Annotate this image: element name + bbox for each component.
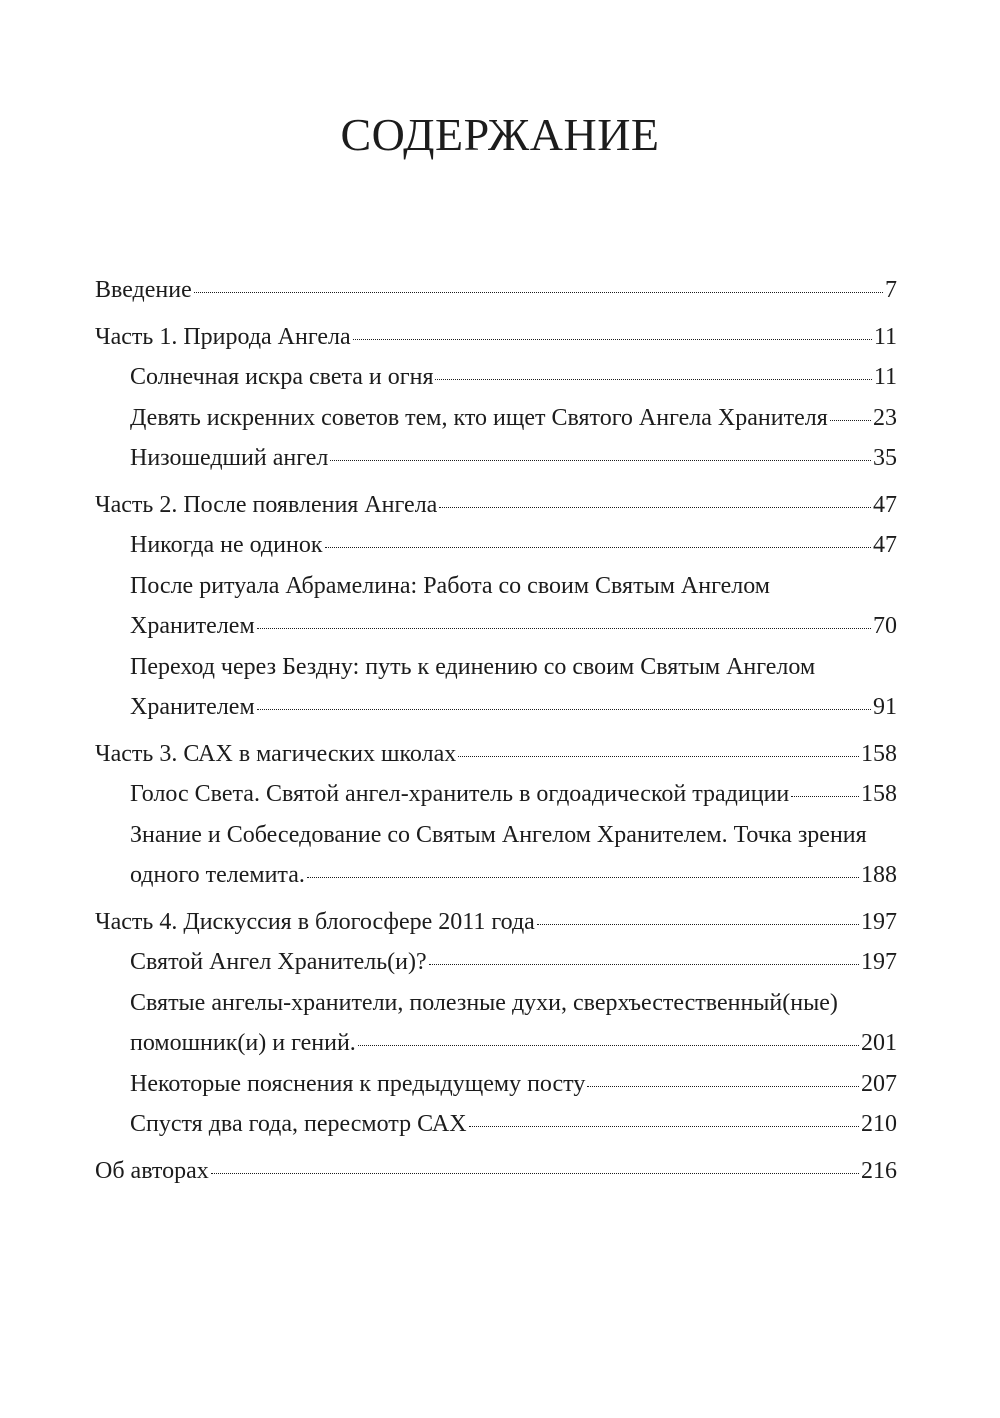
dot-leader — [458, 756, 859, 757]
dot-leader — [469, 1126, 859, 1127]
toc-subentry-multiline — [95, 983, 897, 1064]
toc-entry-label: Об авторах — [95, 1157, 209, 1184]
toc-entry-label: Никогда не одинок — [130, 532, 323, 558]
dot-leader — [587, 1086, 859, 1087]
toc-subentry — [95, 1104, 897, 1145]
toc-page-number: 201 — [861, 1030, 897, 1056]
toc-subentry-multiline — [95, 566, 897, 647]
toc-entry-label: Часть 1. Природа Ангела — [95, 323, 351, 350]
toc-page-number: 158 — [861, 781, 897, 807]
toc-entry-label-line: Святые ангелы-хранители, полезные духи, сверхъестественный(ные) — [130, 989, 838, 1016]
toc-page-number: 188 — [861, 862, 897, 888]
toc-entry-label: Хранителем — [130, 694, 255, 720]
table-of-contents — [95, 270, 897, 1191]
toc-page-number: 47 — [873, 532, 897, 558]
page-title: СОДЕРЖАНИЕ — [340, 109, 660, 160]
toc-subentry — [95, 398, 897, 439]
dot-leader — [307, 877, 859, 878]
toc-entry-intro — [95, 270, 897, 311]
toc-page-number: 91 — [873, 694, 897, 720]
dot-leader — [439, 507, 871, 508]
toc-page-number: 11 — [873, 323, 897, 350]
dot-leader — [330, 460, 871, 461]
toc-subentry-multiline — [95, 647, 897, 728]
toc-page-number: 216 — [861, 1157, 897, 1184]
dot-leader — [257, 709, 871, 710]
toc-entry-label: Голос Света. Святой ангел-хранитель в огдоадической традиции — [130, 781, 790, 807]
dot-leader — [358, 1045, 859, 1046]
toc-page-number: 47 — [873, 491, 897, 518]
dot-leader — [353, 339, 872, 340]
toc-page-number: 35 — [873, 445, 897, 471]
toc-subentry — [95, 1064, 897, 1105]
dot-leader — [257, 628, 871, 629]
dot-leader — [429, 964, 859, 965]
toc-page-number: 158 — [861, 740, 897, 767]
toc-page-number: 11 — [873, 364, 897, 390]
dot-leader — [830, 420, 871, 421]
toc-page-number: 210 — [861, 1111, 897, 1137]
toc-entry-part-3 — [95, 734, 897, 775]
toc-page-number: 197 — [861, 949, 897, 975]
toc-entry-label: помошник(и) и гений. — [130, 1030, 356, 1056]
toc-entry-authors — [95, 1151, 897, 1192]
toc-page-number: 7 — [885, 277, 897, 303]
toc-subentry — [95, 438, 897, 479]
toc-entry-label-line: Знание и Собеседование со Святым Ангелом Хранителем. Точка зрения — [130, 821, 867, 848]
toc-page-number: 23 — [873, 404, 897, 431]
toc-page-number: 207 — [861, 1070, 897, 1097]
dot-leader — [194, 292, 883, 293]
toc-entry-label: Солнечная искра света и огня — [130, 364, 434, 390]
toc-entry-label: Часть 3. САХ в магических школах — [95, 740, 457, 767]
toc-entry-label: Часть 2. После появления Ангела — [95, 491, 438, 518]
toc-entry-label: Девять искренних советов тем, кто ищет Святого Ангела Хранителя — [130, 404, 828, 431]
toc-subentry — [95, 942, 897, 983]
dot-leader — [537, 924, 859, 925]
toc-entry-part-4 — [95, 902, 897, 943]
dot-leader — [791, 796, 859, 797]
toc-entry-part-1 — [95, 317, 897, 358]
toc-subentry — [95, 774, 897, 815]
dot-leader — [211, 1173, 859, 1174]
toc-entry-label: Низошедший ангел — [130, 445, 329, 471]
dot-leader — [435, 379, 871, 380]
toc-subentry — [95, 357, 897, 398]
toc-entry-label: Спустя два года, пересмотр САХ — [130, 1111, 467, 1137]
toc-entry-label: Святой Ангел Хранитель(и)? — [130, 949, 427, 975]
toc-entry-part-2 — [95, 485, 897, 526]
toc-page-number: 70 — [873, 613, 897, 639]
toc-subentry-multiline — [95, 815, 897, 896]
toc-page-number: 197 — [861, 908, 897, 935]
toc-entry-label-line: Переход через Бездну: путь к единению со своим Святым Ангелом — [130, 653, 816, 680]
toc-entry-label: Некоторые пояснения к предыдущему посту — [130, 1070, 586, 1097]
toc-entry-label: одного телемита. — [130, 862, 305, 888]
toc-entry-label: Введение — [95, 277, 192, 303]
dot-leader — [325, 547, 872, 548]
toc-subentry — [95, 525, 897, 566]
toc-entry-label: Часть 4. Дискуссия в блогосфере 2011 года — [95, 908, 535, 935]
toc-entry-label: Хранителем — [130, 613, 255, 639]
toc-entry-label-line: После ритуала Абрамелина: Работа со своим Святым Ангелом — [130, 572, 770, 599]
